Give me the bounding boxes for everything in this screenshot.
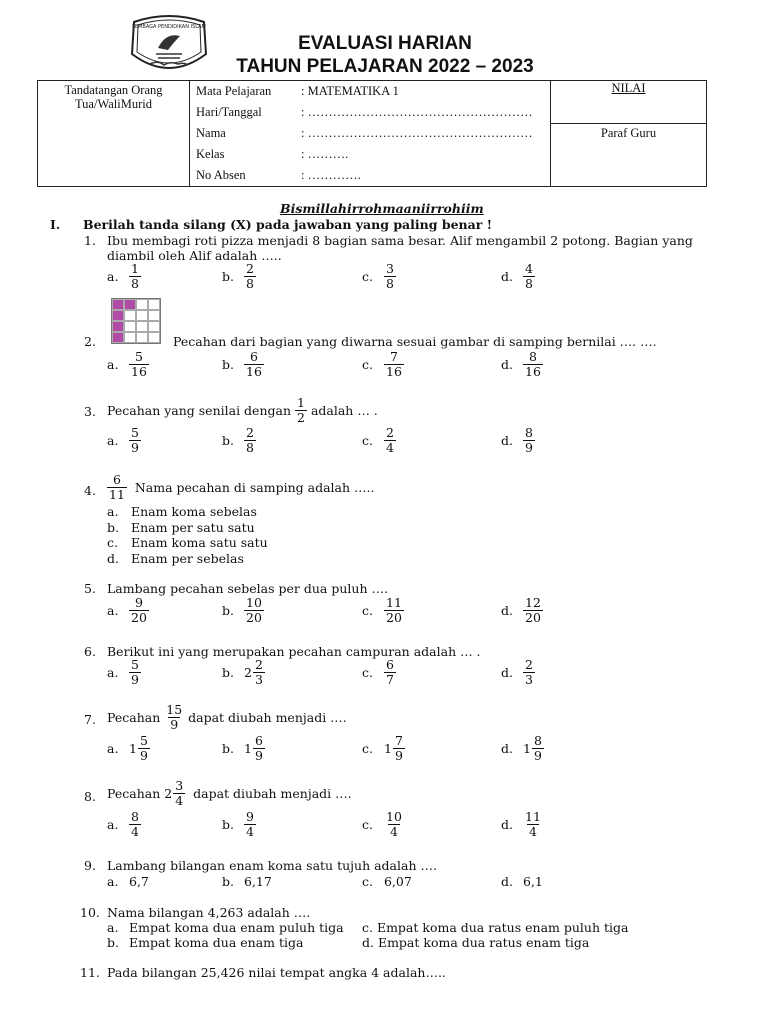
q10-option-a[interactable] (107, 920, 344, 935)
denominator: 9 (533, 748, 542, 763)
q2-option-c[interactable] (362, 350, 404, 379)
option-letter: c. (107, 535, 118, 550)
q1-text-line2: diambil oleh Alif adalah ….. (107, 248, 282, 263)
field-label-subject: Mata Pelajaran (196, 84, 272, 98)
field-value-name[interactable]: : ……………………………………………… (301, 126, 533, 140)
q1-option-a[interactable] (107, 262, 141, 291)
q10-option-d[interactable] (362, 935, 589, 950)
numerator: 6 (254, 733, 263, 748)
q4-option-a[interactable] (107, 504, 268, 520)
q8-option-b[interactable] (222, 810, 256, 839)
whole-number: 1 (129, 741, 137, 756)
q9-text: Lambang bilangan enam koma satu tujuh adalah …. (107, 858, 437, 873)
option-letter: a. (107, 357, 119, 372)
q3-text-pre: Pecahan yang senilai dengan (107, 403, 292, 418)
numerator: 8 (528, 349, 537, 364)
q6-option-d[interactable] (501, 658, 535, 687)
numerator: 4 (525, 261, 533, 276)
option-text: 6,17 (244, 874, 272, 889)
svg-text:LEMBAGA PENDIDIKAN ISLAM: LEMBAGA PENDIDIKAN ISLAM (132, 24, 206, 30)
q4-text-body: Nama pecahan di samping adalah ….. (134, 480, 375, 495)
q1-option-d[interactable] (501, 262, 535, 291)
q4-number: 4. (84, 483, 96, 498)
denominator: 8 (131, 276, 139, 291)
option-text: Enam koma satu satu (131, 535, 268, 550)
numerator: 2 (246, 261, 254, 276)
numerator: 2 (254, 657, 263, 672)
denominator: 20 (131, 610, 147, 625)
q5-option-d[interactable] (501, 596, 543, 625)
title-line1: EVALUASI HARIAN (298, 33, 472, 54)
option-letter: b. (222, 741, 234, 756)
numerator: 1 (131, 261, 139, 276)
option-letter: a. (107, 817, 119, 832)
numerator: 8 (533, 733, 542, 748)
section-text: Berilah tanda silang (X) pada jawaban yang paling benar ! (83, 217, 493, 232)
q10-option-b[interactable] (107, 935, 304, 950)
q6-option-a[interactable] (107, 658, 141, 687)
denominator: 4 (246, 824, 254, 839)
option-text: 6,1 (523, 874, 543, 889)
q5-text: Lambang pecahan sebelas per dua puluh …. (107, 581, 388, 596)
whole-number: 2 (164, 786, 173, 801)
q11-text: Pada bilangan 25,426 nilai tempat angka 4 adalah….. (107, 965, 446, 980)
q8-text-post: dapat diubah menjadi …. (193, 786, 352, 801)
section-number: I. (50, 217, 61, 232)
option-letter: c. (362, 817, 373, 832)
option-letter: b. (222, 817, 234, 832)
field-value-absen[interactable]: : …………. (301, 168, 361, 182)
numerator: 2 (386, 425, 394, 440)
q11-number: 11. (80, 965, 100, 980)
numerator: 7 (389, 349, 398, 364)
q9-option-b[interactable] (222, 874, 272, 889)
denominator: 16 (525, 364, 541, 379)
identity-table (37, 80, 707, 187)
q9-number: 9. (84, 858, 96, 873)
denominator: 9 (525, 440, 533, 455)
parent-signature-cell (38, 81, 190, 187)
denominator: 9 (139, 748, 148, 763)
option-text: Empat koma dua enam tiga (129, 935, 304, 950)
numerator: 6 (386, 657, 394, 672)
whole-number: 2 (244, 665, 252, 680)
denominator: 7 (386, 672, 394, 687)
denominator: 8 (525, 276, 533, 291)
whole-number: 1 (523, 741, 531, 756)
q7-option-d[interactable] (501, 734, 544, 763)
option-letter: a. (107, 433, 119, 448)
denominator: 20 (386, 610, 402, 625)
option-letter: b. (222, 874, 234, 889)
denominator: 8 (386, 276, 394, 291)
denominator: 8 (246, 440, 254, 455)
denominator: 2 (297, 410, 305, 425)
option-letter: b. (222, 603, 234, 618)
option-text: Enam per satu satu (131, 519, 255, 535)
numerator: 10 (386, 809, 402, 824)
denominator: 4 (528, 824, 537, 839)
option-letter: b. (222, 665, 234, 680)
numerator: 5 (131, 425, 139, 440)
q4-options (107, 504, 268, 566)
q4-option-d[interactable] (107, 551, 268, 567)
q9-option-a[interactable] (107, 874, 149, 889)
option-letter: d. (501, 433, 513, 448)
numerator: 6 (249, 349, 258, 364)
option-letter: a. (107, 741, 119, 756)
field-label-absen: No Absen (196, 168, 246, 182)
denominator: 4 (389, 824, 398, 839)
numerator: 9 (134, 595, 143, 610)
option-letter: c. (362, 665, 373, 680)
q8-option-a[interactable] (107, 810, 141, 839)
denominator: 9 (131, 440, 139, 455)
option-letter: d. (501, 817, 513, 832)
title-line2: TAHUN PELAJARAN 2022 – 2023 (236, 56, 534, 77)
numerator: 9 (246, 809, 254, 824)
field-label-class: Kelas (196, 147, 225, 161)
q9-option-d[interactable] (501, 874, 543, 889)
numerator: 8 (131, 809, 139, 824)
denominator: 16 (386, 364, 402, 379)
denominator: 4 (386, 440, 394, 455)
denominator: 9 (170, 717, 179, 732)
q8-text (107, 779, 352, 808)
option-text: d. Empat koma dua ratus enam tiga (362, 935, 590, 950)
field-label-date: Hari/Tanggal (196, 105, 262, 119)
numerator: 3 (386, 261, 394, 276)
numerator: 2 (246, 425, 254, 440)
q1-number: 1. (84, 233, 96, 248)
q2-option-d[interactable] (501, 350, 543, 379)
denominator: 3 (254, 672, 263, 687)
q8-option-d[interactable] (501, 810, 543, 839)
option-text: c. Empat koma dua ratus enam puluh tiga (362, 920, 629, 935)
q8-number: 8. (84, 789, 96, 804)
nilai-label: NILAI (551, 81, 706, 124)
option-letter: c. (362, 741, 373, 756)
denominator: 9 (254, 748, 263, 763)
denominator: 8 (246, 276, 254, 291)
numerator: 11 (525, 809, 541, 824)
numerator: 12 (525, 595, 541, 610)
numerator: 15 (166, 702, 183, 717)
q3-text (107, 396, 378, 425)
option-letter: a. (107, 874, 119, 889)
q7-text (107, 703, 347, 732)
option-text: Empat koma dua enam puluh tiga (129, 920, 344, 935)
numerator: 5 (134, 349, 143, 364)
option-letter: d. (501, 874, 513, 889)
numerator: 7 (394, 733, 403, 748)
q1-option-b[interactable] (222, 262, 256, 291)
option-text: Enam koma sebelas (131, 504, 257, 519)
q10-text: Nama bilangan 4,263 adalah …. (107, 905, 311, 920)
numerator: 10 (246, 595, 262, 610)
numerator: 11 (386, 595, 402, 610)
q5-option-b[interactable] (222, 596, 264, 625)
denominator: 4 (175, 793, 184, 808)
numerator: 5 (131, 657, 139, 672)
denominator: 20 (525, 610, 541, 625)
q10-number: 10. (80, 905, 100, 920)
option-letter: a. (107, 603, 119, 618)
q8-text-pre: Pecahan (107, 786, 161, 801)
q7-number: 7. (84, 712, 96, 727)
denominator: 3 (525, 672, 533, 687)
numerator: 1 (297, 395, 305, 410)
q2-text: Pecahan dari bagian yang diwarna sesuai gambar di samping bernilai …. …. (173, 334, 657, 349)
option-letter: d. (501, 665, 513, 680)
q1-option-c[interactable] (362, 262, 396, 291)
option-letter: c. (362, 357, 373, 372)
q3-option-a[interactable] (107, 426, 141, 455)
whole-number: 1 (384, 741, 392, 756)
denominator: 16 (131, 364, 147, 379)
option-letter: c. (362, 269, 373, 284)
q3-option-b[interactable] (222, 426, 256, 455)
fraction-grid-image (111, 298, 161, 344)
field-value-class[interactable]: : ………. (301, 147, 349, 161)
numerator: 3 (175, 778, 184, 793)
option-letter: d. (501, 357, 513, 372)
q3-option-d[interactable] (501, 426, 535, 455)
option-letter: b. (222, 269, 234, 284)
option-text: 6,07 (384, 874, 412, 889)
option-text: Enam per sebelas (131, 550, 244, 566)
q5-option-c[interactable] (362, 596, 404, 625)
q1-text-line1: Ibu membagi roti pizza menjadi 8 bagian sama besar. Alif mengambil 2 potong. Bagian yang (107, 233, 693, 248)
q7-text-post: dapat diubah menjadi …. (188, 710, 347, 725)
q4-text (107, 473, 374, 502)
parent-signature-label: Tandatangan Orang Tua/WaliMurid (64, 83, 163, 111)
q7-text-pre: Pecahan (107, 710, 161, 725)
field-label-name: Nama (196, 126, 226, 140)
q8-option-c[interactable] (362, 810, 404, 839)
q2-option-a[interactable] (107, 350, 149, 379)
option-letter: c. (362, 603, 373, 618)
option-letter: d. (501, 603, 513, 618)
q2-number: 2. (84, 334, 96, 349)
q10-option-c[interactable] (362, 920, 628, 935)
option-letter: a. (107, 504, 119, 519)
numerator: 5 (139, 733, 148, 748)
q6-text: Berikut ini yang merupakan pecahan campuran adalah … . (107, 644, 481, 659)
option-letter: d. (501, 269, 513, 284)
bismillah: Bismillahirrohmaaniirrohiim (280, 201, 484, 216)
q6-number: 6. (84, 644, 96, 659)
option-letter: b. (107, 935, 119, 950)
option-letter: b. (107, 519, 119, 535)
option-letter: a. (107, 269, 119, 284)
option-letter: d. (501, 741, 513, 756)
denominator: 20 (246, 610, 262, 625)
denominator: 9 (394, 748, 403, 763)
numerator: 2 (525, 657, 533, 672)
option-letter: d. (107, 550, 119, 566)
option-letter: c. (362, 874, 373, 889)
denominator: 11 (109, 487, 125, 502)
q3-number: 3. (84, 404, 96, 419)
option-letter: b. (222, 433, 234, 448)
option-letter: c. (362, 433, 373, 448)
q4-option-c[interactable] (107, 535, 268, 551)
q7-option-a[interactable] (107, 734, 150, 763)
paraf-guru-label: Paraf Guru (600, 126, 657, 140)
q6-option-b[interactable] (222, 658, 265, 687)
q3-text-post: adalah … . (310, 403, 378, 418)
grade-cell (551, 81, 707, 187)
option-letter: b. (222, 357, 234, 372)
numerator: 8 (525, 425, 533, 440)
q3-option-c[interactable] (362, 426, 396, 455)
option-text: 6,7 (129, 874, 149, 889)
denominator: 9 (131, 672, 139, 687)
q2-option-b[interactable] (222, 350, 264, 379)
q6-option-c[interactable] (362, 658, 396, 687)
field-value-subject: : MATEMATIKA 1 (301, 84, 399, 98)
denominator: 16 (246, 364, 262, 379)
option-letter: a. (107, 920, 119, 935)
student-info-cell (190, 81, 551, 187)
field-value-date[interactable]: : ……………………………………………… (301, 105, 533, 119)
q7-option-b[interactable] (222, 734, 265, 763)
option-letter: a. (107, 665, 119, 680)
q7-option-c[interactable] (362, 734, 405, 763)
q9-option-c[interactable] (362, 874, 412, 889)
school-logo (128, 12, 210, 76)
q4-option-b[interactable] (107, 520, 268, 536)
denominator: 4 (131, 824, 139, 839)
whole-number: 1 (244, 741, 252, 756)
q5-number: 5. (84, 581, 96, 596)
numerator: 6 (112, 472, 121, 487)
q5-option-a[interactable] (107, 596, 149, 625)
